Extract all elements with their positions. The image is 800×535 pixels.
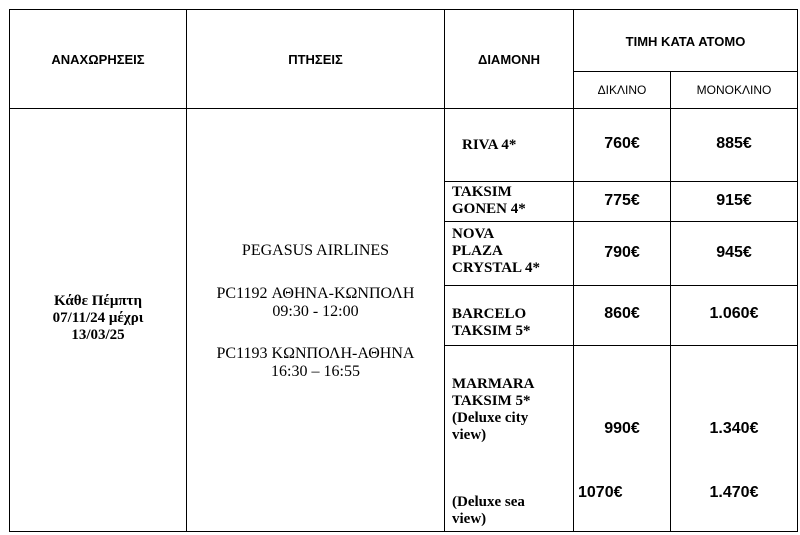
flight-outbound-time: 09:30 - 12:00 (272, 303, 359, 320)
hotel-name-nova-plaza: NOVA PLAZA CRYSTAL 4* (452, 226, 540, 276)
flight-outbound (187, 285, 444, 321)
price-double-taksim-gonen: 775€ (604, 192, 640, 209)
price-single-barcelo: 1.060€ (709, 305, 759, 322)
table-border-right (797, 9, 798, 532)
table-border-bottom (9, 531, 798, 532)
table-border-top (9, 9, 798, 10)
header-accommodation: ΔΙΑΜΟΝΗ (477, 52, 541, 67)
table-border-left (9, 9, 10, 532)
hotel-name-marmara-sea: (Deluxe sea view) (452, 494, 525, 527)
departure-line-2: 07/11/24 μέχρι (52, 310, 144, 326)
flight-outbound-route: PC1192 ΑΘΗΝΑ-ΚΩΝΠΟΛΗ (216, 285, 415, 302)
flight-return (187, 345, 444, 381)
row-divider-4 (444, 345, 798, 346)
price-double-riva: 760€ (604, 135, 640, 152)
price-single-marmara-city: 1.340€ (709, 420, 759, 437)
row-divider-1 (444, 181, 798, 182)
hotel-name-marmara-city: MARMARA TAKSIM 5* (Deluxe city view) (452, 376, 535, 443)
header-subrow-divider (573, 71, 798, 72)
price-double-marmara-city: 990€ (604, 420, 640, 437)
col-divider-2 (444, 9, 445, 532)
hotel-name-riva: RIVA 4* (462, 137, 517, 153)
price-single-riva: 885€ (716, 135, 752, 152)
price-single-marmara-sea: 1.470€ (709, 484, 759, 501)
hotel-name-barcelo: BARCELO TAKSIM 5* (452, 306, 531, 339)
flight-return-time: 16:30 – 16:55 (271, 363, 360, 380)
price-double-barcelo: 860€ (604, 305, 640, 322)
departure-line-1: Κάθε Πέμπτη (54, 293, 142, 309)
price-single-taksim-gonen: 915€ (716, 192, 752, 209)
price-double-nova-plaza: 790€ (604, 244, 640, 261)
flight-airline: PEGASUS AIRLINES (241, 242, 390, 259)
price-single-nova-plaza: 945€ (716, 244, 752, 261)
header-divider (9, 108, 798, 109)
price-double-marmara-sea: 1070€ (578, 484, 623, 501)
header-departures: ΑΝΑΧΩΡΗΣΕΙΣ (51, 52, 145, 67)
col-divider-1 (186, 9, 187, 532)
header-price-per-person: ΤΙΜΗ ΚΑΤΑ ΑΤΟΜΟ (625, 34, 746, 49)
departure-info (10, 293, 186, 344)
row-divider-2 (444, 221, 798, 222)
row-divider-3 (444, 285, 798, 286)
hotel-name-taksim-gonen: TAKSIM GONEN 4* (452, 184, 526, 217)
departure-line-3: 13/03/25 (71, 327, 125, 343)
header-flights: ΠΤΗΣΕΙΣ (288, 52, 343, 67)
flight-return-route: PC1193 ΚΩΝΠΟΛΗ-ΑΘΗΝΑ (216, 345, 415, 362)
header-single: ΜΟΝΟΚΛΙΝΟ (696, 83, 772, 97)
header-double: ΔΙΚΛΙΝΟ (597, 83, 647, 97)
